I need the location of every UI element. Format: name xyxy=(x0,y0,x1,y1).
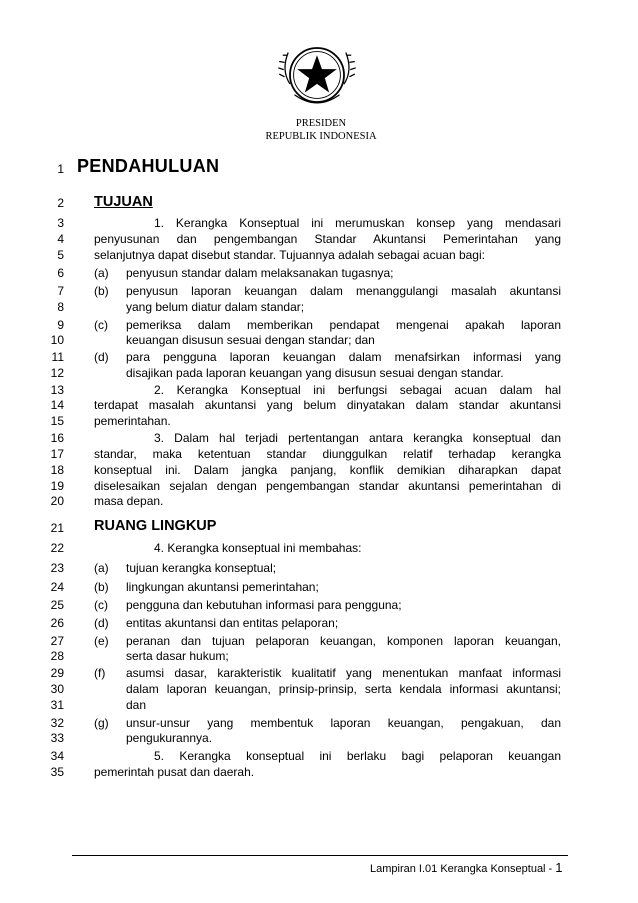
line-number: 12 xyxy=(50,366,64,380)
page-number: 1 xyxy=(555,860,563,875)
line-number: 26 xyxy=(50,616,64,630)
list-label: (b) xyxy=(94,284,109,298)
line-number: 35 xyxy=(50,765,64,779)
header-line-republik: REPUBLIK INDONESIA xyxy=(265,131,377,142)
paragraph-3-line: konseptual ini. Dalam jangka panjang, konflik demikian diharapkan dapat xyxy=(94,463,561,477)
line-number: 19 xyxy=(50,479,64,493)
list-item-text: entitas akuntansi dan entitas pelaporan; xyxy=(126,616,339,630)
paragraph-3-line: standar, maka ketentuan standar diunggulkan relatif terhadap kerangka xyxy=(94,447,561,461)
list-item-text: unsur-unsur yang membentuk laporan keuangan, pengakuan, dan xyxy=(126,716,561,730)
list-item-text: pengguna dan kebutuhan informasi para pengguna; xyxy=(126,598,402,612)
list-item-text: disajikan pada laporan keuangan yang disusun sesuai dengan standar. xyxy=(126,366,504,380)
paragraph-5-line: pemerintah pusat dan daerah. xyxy=(94,765,255,779)
paragraph-2-line: terdapat masalah akuntansi yang belum dinyatakan dalam standar akuntansi xyxy=(94,398,561,412)
line-number: 34 xyxy=(50,749,64,763)
header-line-presiden: PRESIDEN xyxy=(295,118,347,129)
line-number: 21 xyxy=(50,521,64,535)
line-number: 8 xyxy=(57,300,64,314)
line-number: 2 xyxy=(57,196,64,210)
line-number: 7 xyxy=(57,284,64,298)
line-number: 23 xyxy=(50,561,64,575)
line-number: 1 xyxy=(57,162,64,176)
page-title: PENDAHULUAN xyxy=(77,156,220,176)
list-label: (g) xyxy=(94,716,109,730)
paragraph-3-line: 3. Dalam hal terjadi pertentangan antara kerangka konseptual dan xyxy=(154,431,561,445)
paragraph-1-line: selanjutnya dapat disebut standar. Tujuannya adalah sebagai acuan bagi: xyxy=(94,248,485,262)
line-number: 32 xyxy=(50,716,64,730)
paragraph-5-line: 5. Kerangka konseptual ini berlaku bagi pelaporan keuangan xyxy=(154,749,561,763)
line-number: 13 xyxy=(50,383,64,397)
line-number: 6 xyxy=(57,266,64,280)
line-number: 14 xyxy=(50,398,64,412)
list-item-text: pengukurannya. xyxy=(126,731,213,745)
list-label: (a) xyxy=(94,266,109,280)
list-label: (c) xyxy=(94,318,108,332)
list-label: (e) xyxy=(94,634,109,648)
footer-text: Lampiran I.01 Kerangka Konseptual - xyxy=(370,863,556,875)
line-number: 15 xyxy=(50,414,64,428)
list-label: (c) xyxy=(94,598,108,612)
paragraph-3-line: diselesaikan sejalan dengan pengembangan standar akuntansi pemerintahan di xyxy=(94,479,561,493)
paragraph-3-line: masa depan. xyxy=(94,494,164,508)
line-number: 24 xyxy=(50,580,64,594)
line-number: 11 xyxy=(51,350,64,364)
line-number: 29 xyxy=(50,666,64,680)
line-number: 33 xyxy=(50,731,64,745)
list-label: (d) xyxy=(94,616,109,630)
list-item-text: lingkungan akuntansi pemerintahan; xyxy=(126,580,319,594)
list-item-text: para pengguna laporan keuangan dalam menafsirkan informasi yang xyxy=(126,350,561,364)
list-item-text: penyusun standar dalam melaksanakan tugasnya; xyxy=(126,266,394,280)
list-item-text: asumsi dasar, karakteristik kualitatif yang menentukan manfaat informasi xyxy=(126,666,561,680)
list-label: (f) xyxy=(94,666,106,680)
list-item-text: yang belum diatur dalam standar; xyxy=(126,300,305,314)
list-item-text: penyusun laporan keuangan dalam menanggulangi masalah akuntansi xyxy=(126,284,561,298)
line-number: 9 xyxy=(57,318,64,332)
line-number: 10 xyxy=(50,333,64,347)
list-item-text: pemeriksa dalam memberikan pendapat mengenai apakah laporan xyxy=(126,318,561,332)
footer xyxy=(370,860,563,875)
line-number: 25 xyxy=(50,598,64,612)
line-number: 20 xyxy=(50,494,64,508)
list-item-text: dan xyxy=(126,698,147,712)
paragraph-1-line: 1. Kerangka Konseptual ini merumuskan konsep yang mendasari xyxy=(154,216,561,230)
section-heading-ruang-lingkup: RUANG LINGKUP xyxy=(94,518,217,534)
footer-divider xyxy=(72,855,568,856)
line-number: 18 xyxy=(50,463,64,477)
list-label: (d) xyxy=(94,350,109,364)
line-number: 4 xyxy=(57,232,64,246)
list-label: (b) xyxy=(94,580,109,594)
line-number: 3 xyxy=(57,216,64,230)
line-number: 5 xyxy=(57,248,64,262)
line-number: 22 xyxy=(50,541,64,555)
line-number: 31 xyxy=(50,698,64,712)
line-number: 30 xyxy=(50,682,64,696)
paragraph-2-line: 2. Kerangka Konseptual ini berfungsi sebagai acuan dalam hal xyxy=(154,383,561,397)
list-item-text: dalam laporan keuangan, prinsip-prinsip, serta kendala informasi akuntansi; xyxy=(126,682,561,696)
line-number: 16 xyxy=(50,431,64,445)
paragraph-1-line: penyusunan dan pengembangan Standar Akuntansi Pemerintahan yang xyxy=(94,232,561,246)
section-heading-tujuan: TUJUAN xyxy=(94,194,153,210)
paragraph-2-line: pemerintahan. xyxy=(94,414,171,428)
list-label: (a) xyxy=(94,561,109,575)
garuda-seal-icon xyxy=(272,30,362,120)
line-number: 17 xyxy=(50,447,64,461)
list-item-text: serta dasar hukum; xyxy=(126,649,229,663)
line-number: 28 xyxy=(50,649,64,663)
line-number: 27 xyxy=(50,634,64,648)
paragraph-4-line: 4. Kerangka konseptual ini membahas: xyxy=(154,541,362,555)
list-item-text: tujuan kerangka konseptual; xyxy=(126,561,277,575)
list-item-text: keuangan disusun sesuai dengan standar; dan xyxy=(126,333,375,347)
list-item-text: peranan dan tujuan pelaporan keuangan, komponen laporan keuangan, xyxy=(126,634,561,648)
